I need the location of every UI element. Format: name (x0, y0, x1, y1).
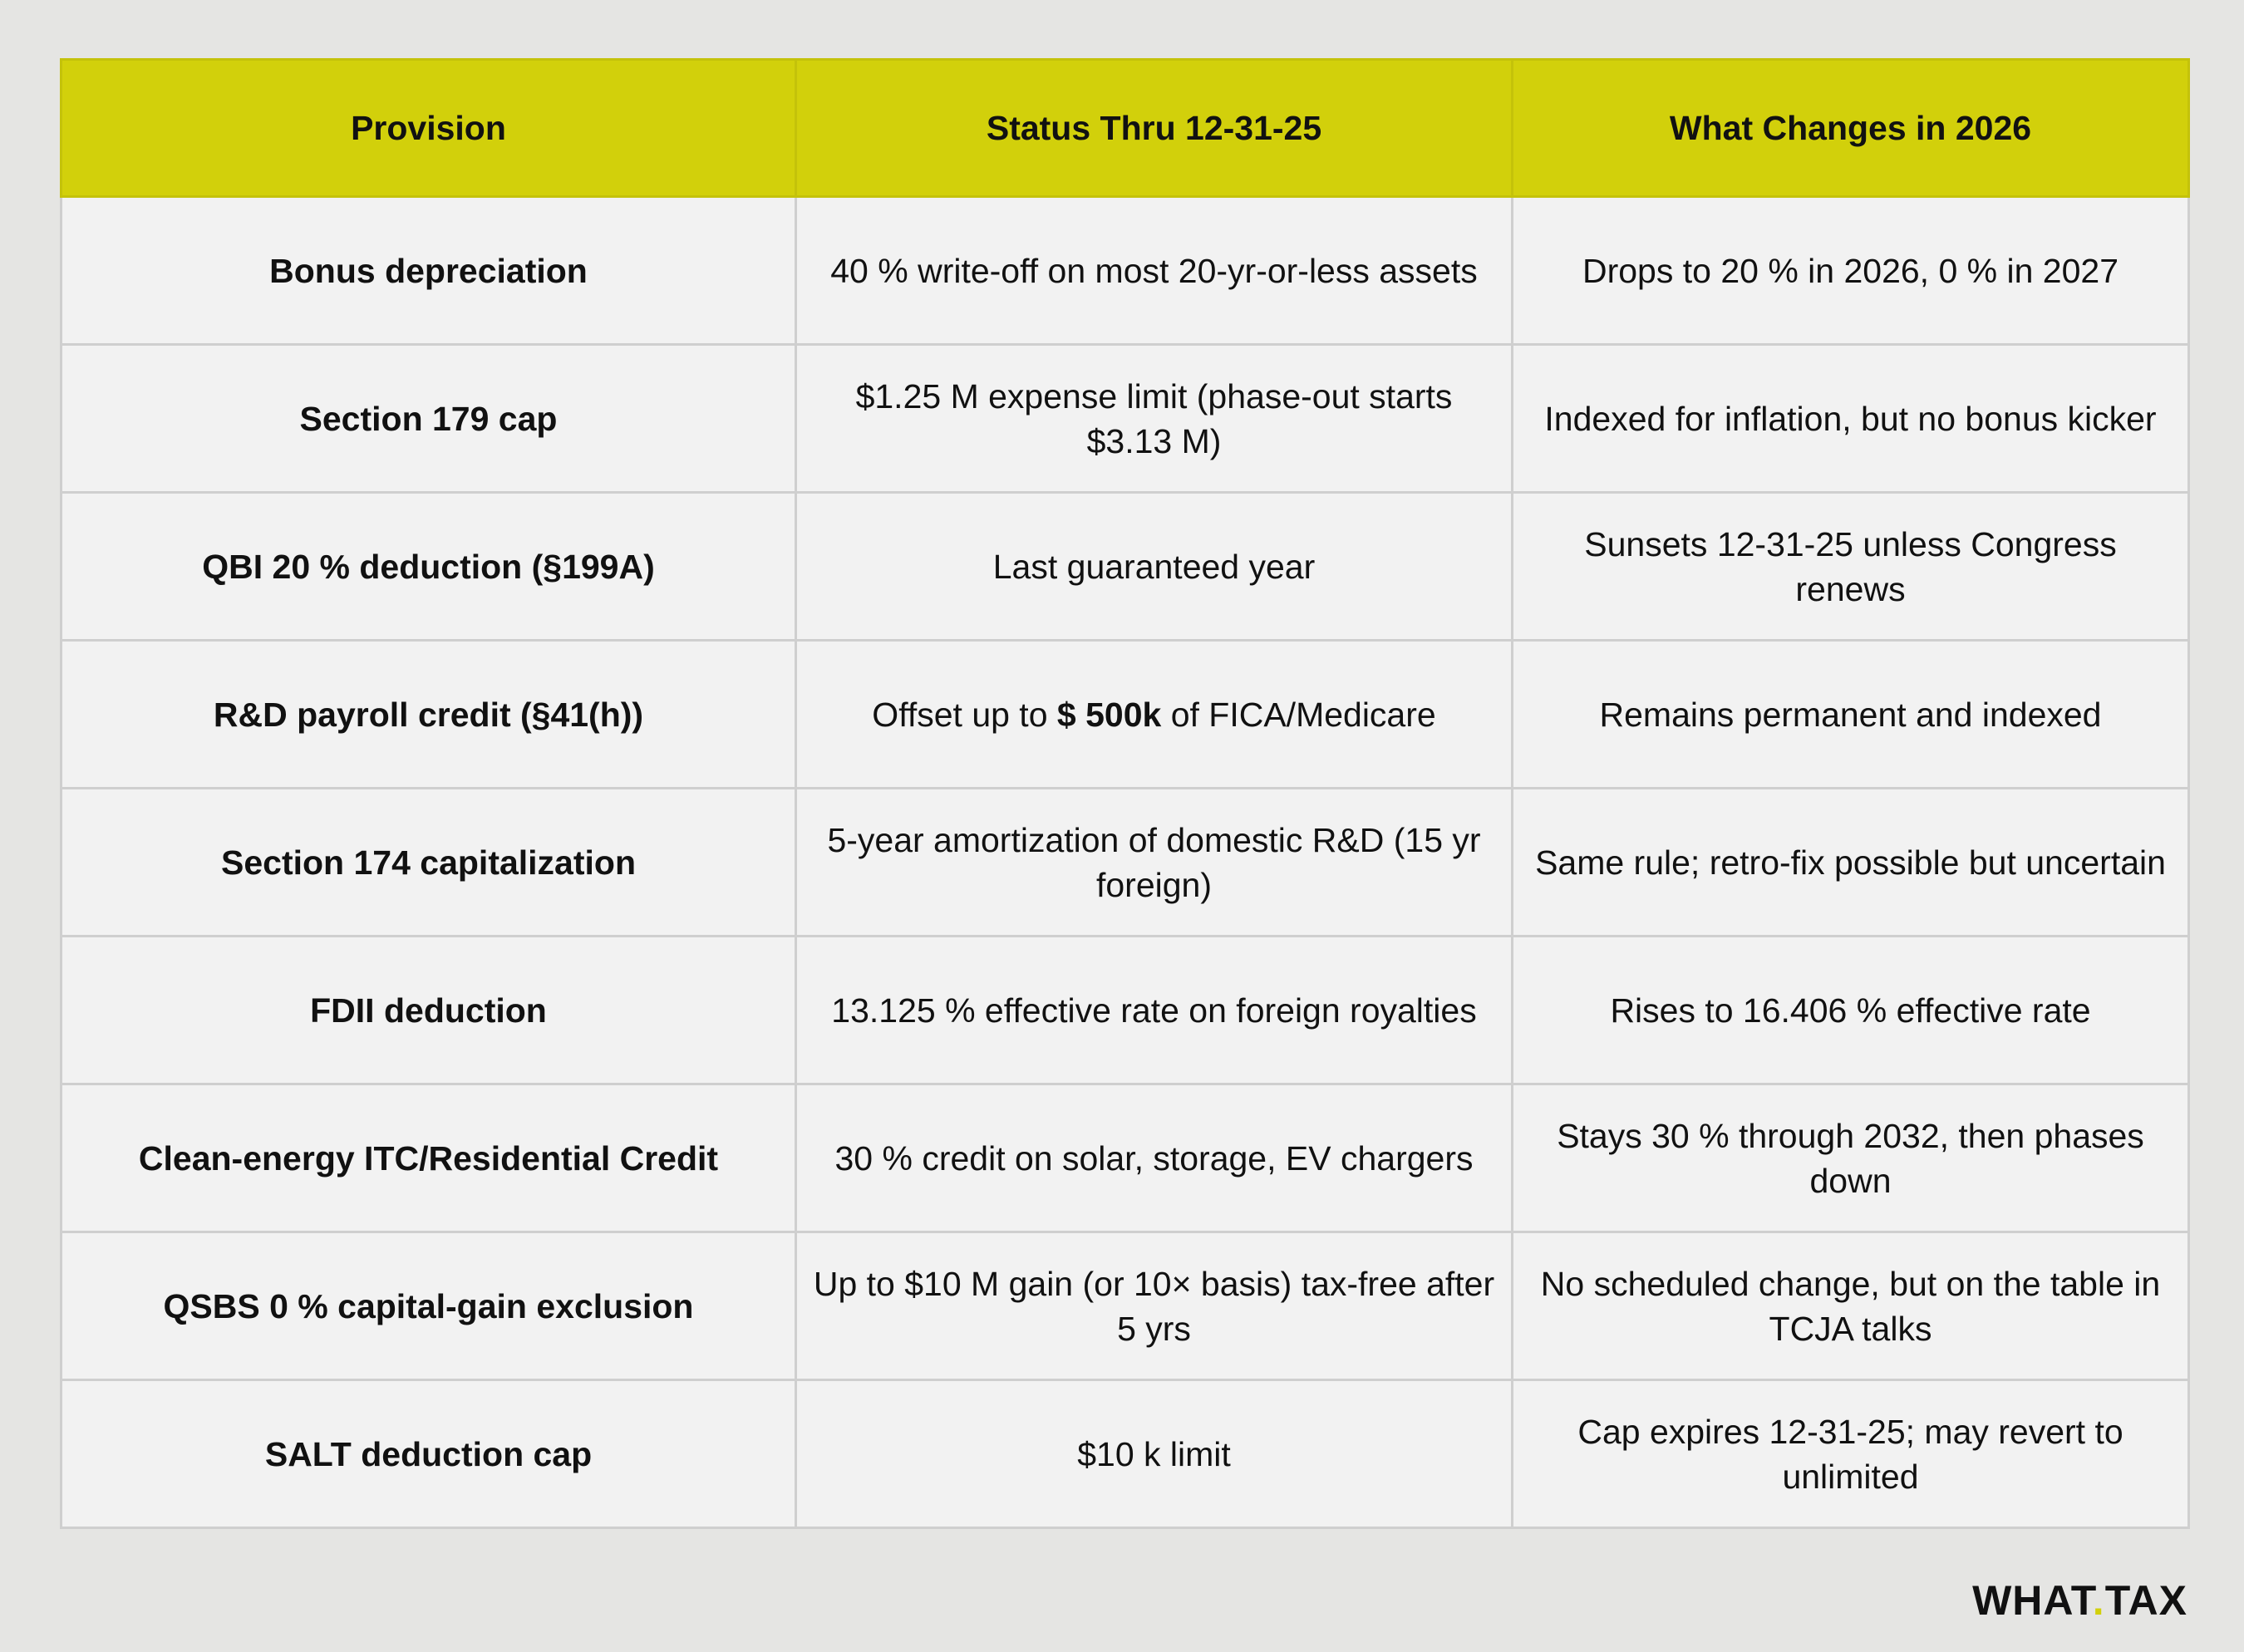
status-cell: $1.25 M expense limit (phase-out starts $3.13 M) (796, 345, 1513, 493)
provision-cell: Bonus depreciation (62, 197, 796, 345)
table-row (62, 493, 2189, 641)
status-text-pre: Offset up to (872, 695, 1057, 734)
provision-cell: FDII deduction (62, 937, 796, 1084)
logo-dot: . (2092, 1577, 2105, 1624)
logo-text-what: WHAT (1972, 1577, 2093, 1624)
provision-cell: SALT deduction cap (62, 1380, 796, 1528)
table-row (62, 1084, 2189, 1232)
changes-cell: Remains permanent and indexed (1513, 641, 2189, 789)
changes-cell: Drops to 20 % in 2026, 0 % in 2027 (1513, 197, 2189, 345)
table-row (62, 1380, 2189, 1528)
provision-cell: QSBS 0 % capital-gain exclusion (62, 1232, 796, 1380)
changes-cell: Rises to 16.406 % effective rate (1513, 937, 2189, 1084)
header-provision: Provision (62, 60, 796, 197)
status-cell: Up to $10 M gain (or 10× basis) tax-free after 5 yrs (796, 1232, 1513, 1380)
table-row (62, 641, 2189, 789)
what-tax-logo (1972, 1576, 2187, 1625)
table-header-row (62, 60, 2189, 197)
status-cell: 13.125 % effective rate on foreign royalties (796, 937, 1513, 1084)
provision-cell: R&D payroll credit (§41(h)) (62, 641, 796, 789)
changes-cell: Same rule; retro-fix possible but uncertain (1513, 789, 2189, 937)
status-cell: Last guaranteed year (796, 493, 1513, 641)
status-cell (796, 641, 1513, 789)
provision-cell: Section 179 cap (62, 345, 796, 493)
table-row (62, 937, 2189, 1084)
status-cell: $10 k limit (796, 1380, 1513, 1528)
changes-cell: No scheduled change, but on the table in TCJA talks (1513, 1232, 2189, 1380)
header-changes: What Changes in 2026 (1513, 60, 2189, 197)
status-cell: 30 % credit on solar, storage, EV chargers (796, 1084, 1513, 1232)
provision-cell: QBI 20 % deduction (§199A) (62, 493, 796, 641)
table-row (62, 789, 2189, 937)
table-row (62, 197, 2189, 345)
status-cell: 5-year amortization of domestic R&D (15 yr foreign) (796, 789, 1513, 937)
changes-cell: Cap expires 12-31-25; may revert to unlimited (1513, 1380, 2189, 1528)
tax-provisions-table (60, 58, 2190, 1529)
status-text-bold: $ 500k (1056, 695, 1162, 734)
table-row (62, 345, 2189, 493)
status-cell: 40 % write-off on most 20-yr-or-less assets (796, 197, 1513, 345)
status-text-post: of FICA/Medicare (1161, 695, 1436, 734)
table-row (62, 1232, 2189, 1380)
changes-cell: Indexed for inflation, but no bonus kicker (1513, 345, 2189, 493)
provision-cell: Clean-energy ITC/Residential Credit (62, 1084, 796, 1232)
logo-text-tax: TAX (2104, 1577, 2187, 1624)
provision-cell: Section 174 capitalization (62, 789, 796, 937)
changes-cell: Sunsets 12-31-25 unless Congress renews (1513, 493, 2189, 641)
changes-cell: Stays 30 % through 2032, then phases down (1513, 1084, 2189, 1232)
header-status: Status Thru 12-31-25 (796, 60, 1513, 197)
